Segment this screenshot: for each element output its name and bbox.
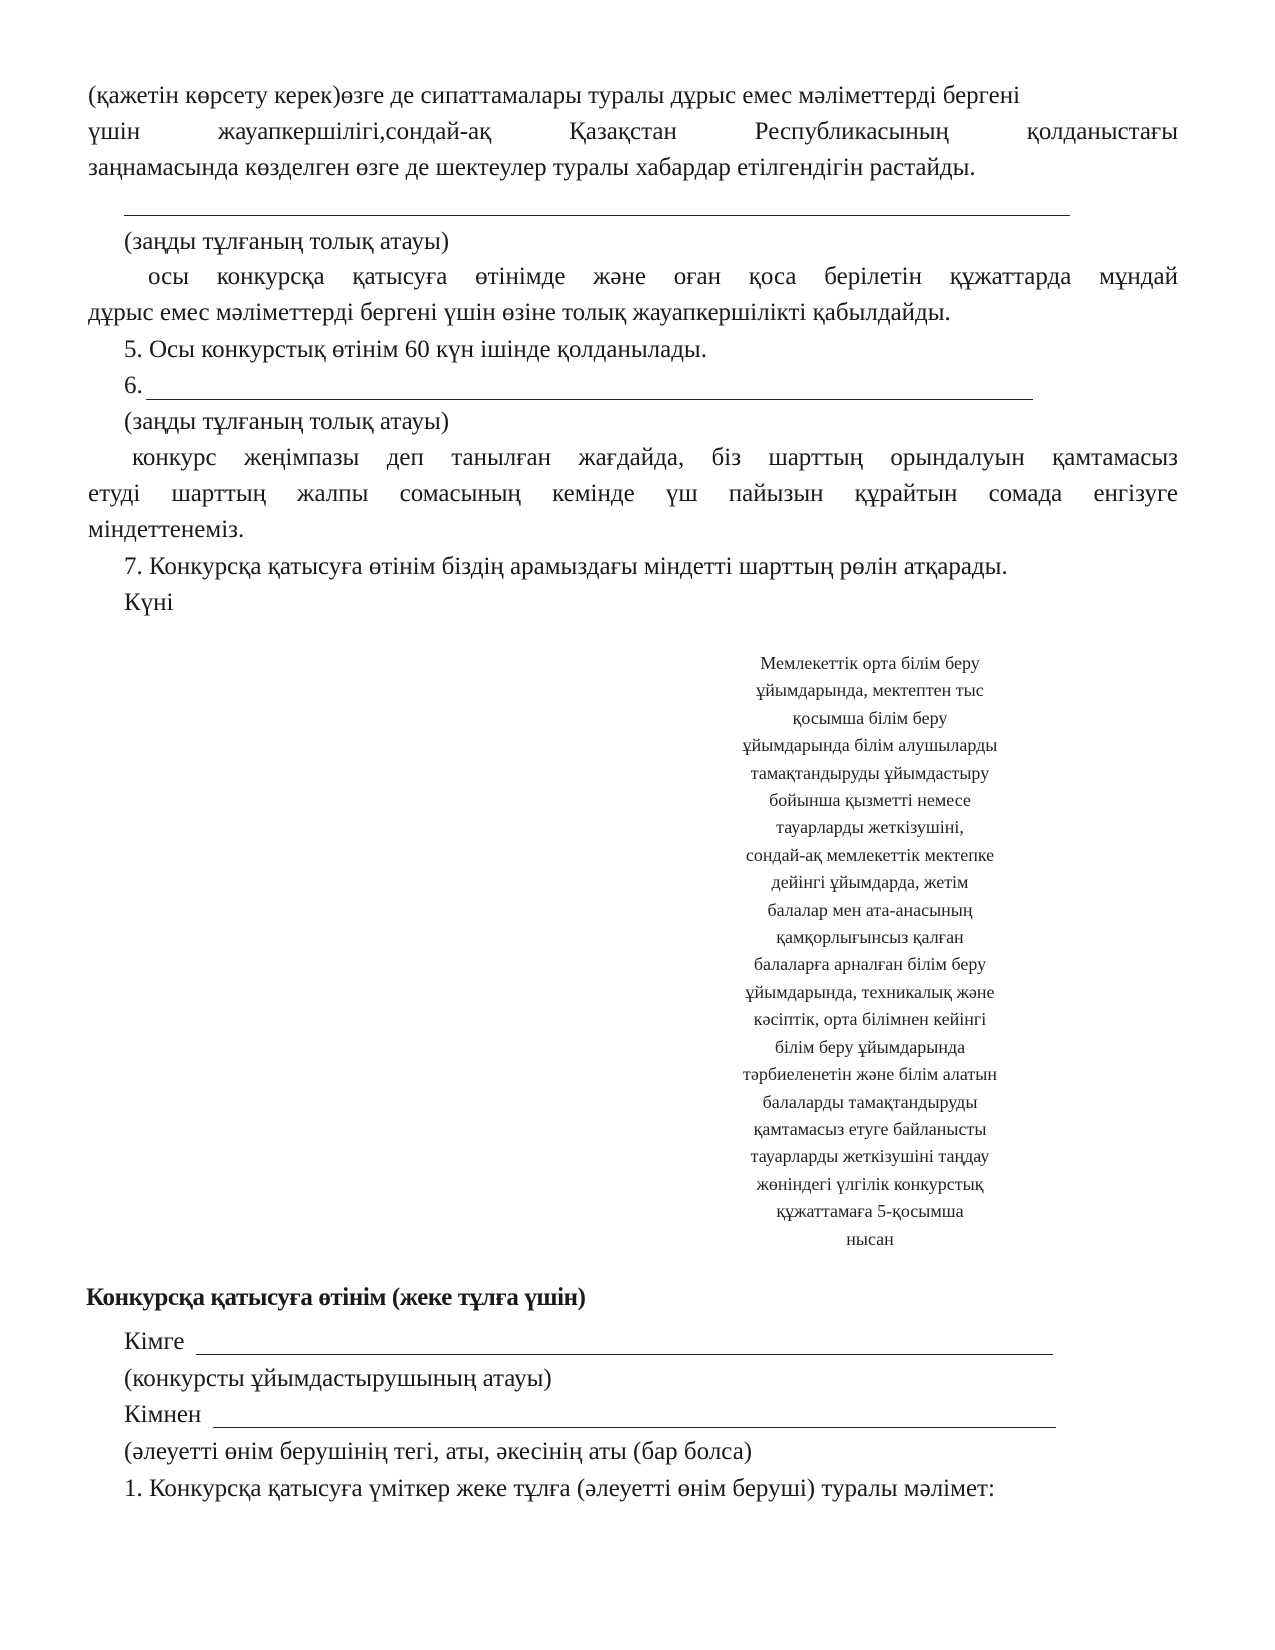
legal-name-caption-2: (заңды тұлғаның толық атауы) (124, 408, 450, 435)
supplier-caption: (әлеуетті өнім берушінің тегі, аты, әкесінің аты (бар болса) (124, 1438, 753, 1465)
accept-line-1: осы конкурсқа қатысуға өтінімде және оған қоса берілетін құжаттарда мұндай (148, 263, 1178, 290)
organizer-caption: (конкурсты ұйымдастырушының атауы) (124, 1365, 552, 1392)
date-label: Күні (124, 589, 174, 616)
legal-name-blank-1 (124, 215, 1070, 216)
form-heading: Конкурсқа қатысуға өтінім (жеке тұлға үшін) (86, 1284, 586, 1311)
to-label: Кімге (124, 1328, 185, 1355)
winner-line-2: етуді шарттың жалпы сомасының кемінде үш пайызын құрайтын сомада енгізуге (88, 480, 1178, 507)
appendix-note-line: білім беру ұйымдарында (774, 1036, 966, 1057)
accept-line-2: дұрыс емес мәліметтерді бергені үшін өзіне толық жауапкершілікті қабылдайды. (88, 299, 951, 326)
appendix-note-line: құжаттамаға 5-қосымша (776, 1201, 964, 1222)
from-label: Кімнен (124, 1401, 202, 1428)
legal-name-caption-1: (заңды тұлғаның толық атауы) (124, 228, 450, 255)
appendix-note-line: дейінгі ұйымдарда, жетім (771, 872, 969, 893)
appendix-note-line: тамақтандыруды ұйымдастыру (750, 762, 990, 783)
appendix-note-line: балаларға арналған білім беру (753, 954, 987, 975)
appendix-note-line: нысан (846, 1228, 894, 1249)
appendix-note-line: бойынша қызметті немесе (769, 790, 971, 811)
item-6-number: 6. (124, 372, 143, 399)
winner-line-3: міндеттенеміз. (88, 516, 245, 543)
appendix-note-line: қамтамасыз етуге байланысты (753, 1118, 987, 1139)
appendix-note-line: ұйымдарында білім алушыларды (742, 735, 998, 756)
appendix-note-line: қосымша білім беру (792, 707, 948, 728)
intro-line-2: үшін жауапкершілігі,сондай-ақ Қазақстан Республикасының қолданыстағы (88, 118, 1178, 145)
appendix-note-line: сондай-ақ мемлекеттік мектепке (745, 844, 995, 865)
appendix-note-line: ұйымдарында, техникалық және (745, 981, 995, 1002)
appendix-note-line: қамқорлығынсыз қалған (776, 927, 964, 948)
appendix-note (700, 650, 1040, 1253)
item-5: 5. Осы конкурстық өтінім 60 күн ішінде қолданылады. (124, 336, 707, 363)
appendix-note-line: тауарларды жеткізушіні, (776, 817, 964, 838)
appendix-note-line: Мемлекеттік орта білім беру (760, 653, 980, 673)
legal-name-blank-2 (146, 399, 1033, 400)
from-field-line (213, 1427, 1056, 1428)
appendix-note-line: тәрбиеленетін және білім алатын (742, 1064, 998, 1085)
appendix-note-line: кәсіптік, орта білімнен кейінгі (753, 1009, 987, 1030)
appendix-note-line: балаларды тамақтандыруды (762, 1091, 978, 1112)
intro-line-1: (қажетін көрсету керек)өзге де сипаттамалары туралы дұрыс емес мәліметтерді бергені (88, 82, 1021, 109)
winner-line-1: конкурс жеңімпазы деп танылған жағдайда, біз шарттың орындалуын қамтамасыз (132, 444, 1178, 471)
item-1: 1. Конкурсқа қатысуға үміткер жеке тұлға (әлеуетті өнім беруші) туралы мәлімет: (124, 1475, 995, 1502)
intro-line-3: заңнамасында көзделген өзге де шектеулер туралы хабардар етілгендігін растайды. (88, 154, 976, 181)
appendix-note-line: балалар мен ата-анасының (767, 899, 973, 920)
appendix-note-line: тауарларды жеткізушіні таңдау (750, 1146, 990, 1167)
item-7: 7. Конкурсқа қатысуға өтінім біздің арамыздағы міндетті шарттың рөлін атқарады. (124, 553, 1008, 580)
appendix-note-line: жөніндегі үлгілік конкурстық (756, 1173, 984, 1194)
appendix-note-line: ұйымдарында, мектептен тыс (756, 680, 984, 701)
to-field-line (196, 1354, 1053, 1355)
